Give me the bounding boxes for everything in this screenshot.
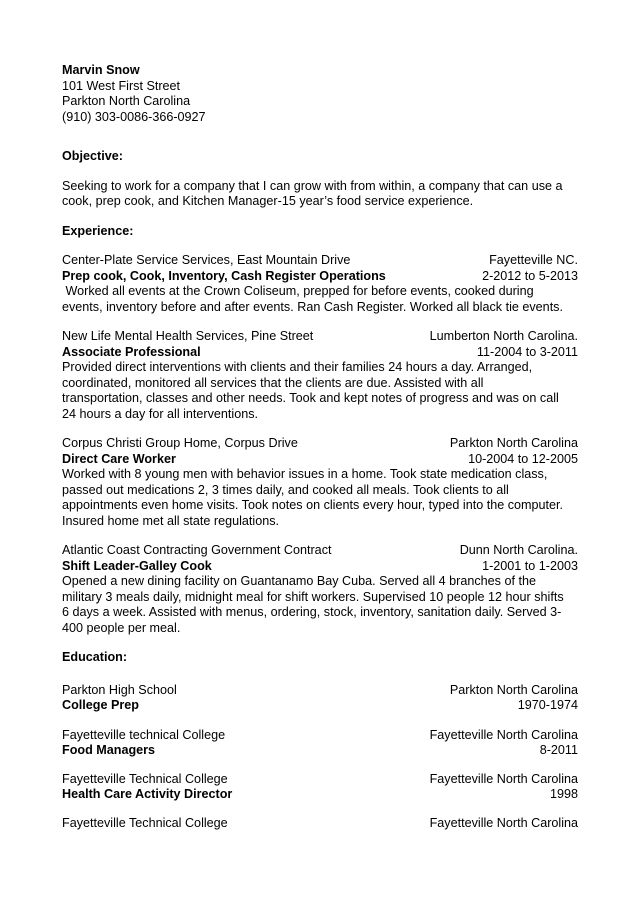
education-dates: 8-2011: [539, 743, 578, 757]
job-description-line: coordinated, monitored all services that the clients are due. Assisted with all: [62, 375, 484, 390]
job-description-line: 400 people per meal.: [62, 620, 181, 635]
resume-page: [62, 63, 578, 831]
contact-block: [62, 63, 578, 125]
education-program: Food Managers: [62, 743, 156, 757]
education-entry: [62, 816, 578, 832]
education-school: Fayetteville technical College: [62, 727, 226, 742]
education-program: College Prep: [62, 698, 139, 712]
education-location: Fayetteville North Carolina: [429, 771, 578, 786]
job-title: Direct Care Worker: [62, 451, 176, 466]
education-school-row: [62, 816, 578, 832]
objective-line: cook, prep cook, and Kitchen Manager-15 year’s food service experience.: [62, 194, 474, 208]
job-description-line: military 3 meals daily, midnight meal for shift workers. Supervised 10 people 12 hour shifts: [62, 589, 564, 604]
education-location: Fayetteville North Carolina: [429, 815, 578, 830]
job-description-line: events, inventory before and after events. Ran Cash Register. Worked all black tie events.: [62, 299, 563, 314]
education-school-row: [62, 772, 578, 788]
education-location: Parkton North Carolina: [449, 682, 578, 697]
job-employer: New Life Mental Health Services, Pine Street: [62, 329, 314, 343]
job-title-row: [62, 269, 578, 285]
education-entry: [62, 683, 578, 714]
job-description-line: Provided direct interventions with clients and their families 24 hours a day. Arranged,: [62, 360, 533, 374]
job-description-line: 6 days a week. Assisted with menus, ordering, stock, inventory, sanitation daily. Served 3-: [62, 605, 562, 619]
job-header-row: [62, 253, 578, 269]
phone-number: (910) 303-0086-366-0927: [62, 109, 206, 124]
job-employer: Center-Plate Service Services, East Mountain Drive: [62, 253, 351, 267]
job-header-row: [62, 329, 578, 345]
education-school-row: [62, 683, 578, 699]
education-school: Fayetteville Technical College: [62, 771, 228, 786]
job-title: Prep cook, Cook, Inventory, Cash Register Operations: [62, 268, 386, 283]
job-employer: Corpus Christi Group Home, Corpus Drive: [62, 436, 298, 450]
education-program-row: [62, 743, 578, 759]
job-entry: [62, 543, 578, 636]
street-address: 101 West First Street: [62, 78, 181, 93]
city-state: Parkton North Carolina: [62, 94, 191, 108]
job-title: Associate Professional: [62, 344, 201, 359]
education-entry: [62, 772, 578, 803]
education-dates: 1998: [549, 787, 578, 801]
job-title-row: [62, 345, 578, 361]
objective-line: Seeking to work for a company that I can grow with from within, a company that can use a: [62, 178, 563, 193]
objective-heading: Objective:: [62, 149, 123, 163]
education-entry: [62, 728, 578, 759]
job-location: Fayetteville NC.: [489, 253, 578, 267]
job-dates: 10-2004 to 12-2005: [468, 451, 578, 466]
education-program-row: [62, 698, 578, 714]
job-location: Parkton North Carolina: [449, 436, 578, 450]
job-description-line: Insured home met all state regulations.: [62, 513, 280, 528]
education-dates: 1970-1974: [517, 698, 578, 712]
job-description-line: 24 hours a day for all interventions.: [62, 406, 259, 421]
experience-heading: Experience:: [62, 223, 134, 238]
job-description-line: passed out medications 2, 3 times daily, and cooked all meals. Took clients to all: [62, 482, 509, 497]
education-program: Health Care Activity Director: [62, 787, 233, 801]
objective-text: [62, 179, 578, 210]
job-dates: 2-2012 to 5-2013: [482, 268, 578, 283]
job-header-row: [62, 436, 578, 452]
education-school-row: [62, 728, 578, 744]
job-entry: [62, 253, 578, 315]
job-title-row: [62, 452, 578, 468]
education-location: Fayetteville North Carolina: [429, 727, 578, 742]
job-location: Lumberton North Carolina.: [429, 329, 578, 343]
job-description-line: Opened a new dining facility on Guantanamo Bay Cuba. Served all 4 branches of the: [62, 574, 536, 588]
job-employer: Atlantic Coast Contracting Government Contract: [62, 543, 332, 557]
job-description-line: Worked all events at the Crown Coliseum, prepped for before events, cooked during: [62, 284, 534, 298]
job-entry: [62, 436, 578, 529]
job-description-line: Worked with 8 young men with behavior issues in a home. Took state medication class,: [62, 467, 548, 481]
job-title-row: [62, 559, 578, 575]
education-school: Parkton High School: [62, 682, 177, 697]
education-heading: Education:: [62, 650, 128, 664]
job-description-line: transportation, classes and other needs. Took and kept notes of progress and was on call: [62, 391, 559, 405]
job-description-line: appointments even home visits. Took notes on clients every hour, typed into the computer.: [62, 498, 564, 512]
job-title: Shift Leader-Galley Cook: [62, 558, 212, 573]
job-dates: 11-2004 to 3-2011: [476, 344, 578, 359]
applicant-name: Marvin Snow: [62, 63, 140, 77]
education-school: Fayetteville Technical College: [62, 815, 228, 830]
job-dates: 1-2001 to 1-2003: [482, 558, 578, 573]
job-header-row: [62, 543, 578, 559]
job-location: Dunn North Carolina.: [459, 543, 578, 557]
education-program-row: [62, 787, 578, 803]
job-entry: [62, 329, 578, 422]
